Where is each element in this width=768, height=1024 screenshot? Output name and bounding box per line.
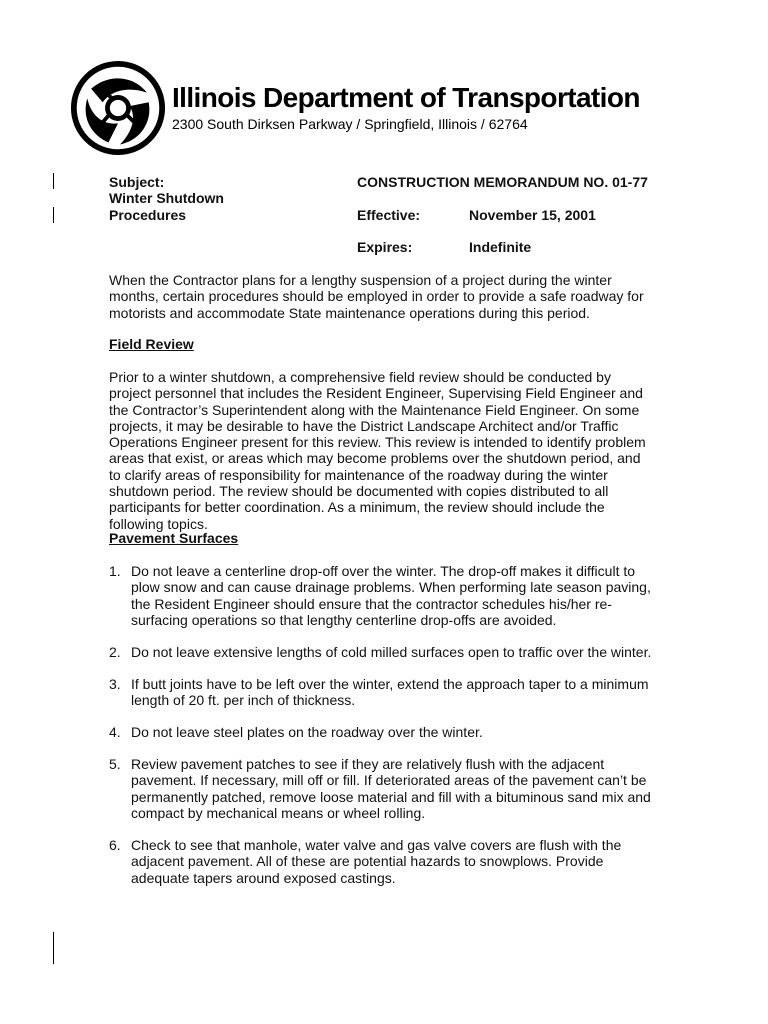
memo-number: CONSTRUCTION MEMORANDUM NO. 01-77 <box>357 174 648 190</box>
list-item-text: Do not leave a centerline drop-off over the winter. The drop-off makes it difficult to plow snow and can cause drainage problems. When performing late season paving, the Resident Engineer should ensure that the contractor schedules his/her re-surfacing operations so that lengthy centerline drop-offs are avoided. <box>131 563 651 628</box>
expires-label: Expires: <box>357 239 413 255</box>
subject-line-1: Winter Shutdown <box>109 190 224 206</box>
list-item-number: 1. <box>109 563 121 579</box>
revision-bar <box>53 207 54 223</box>
list-item-text: Check to see that manhole, water valve and gas valve covers are flush with the adjacent pavement. All of these are potential hazards to snowplows. Provide adequate tapers around exposed castings. <box>131 837 622 886</box>
list-item <box>109 837 654 886</box>
pavement-surfaces-heading: Pavement Surfaces <box>109 530 239 546</box>
revision-bar <box>53 932 54 964</box>
list-item-text: Do not leave extensive lengths of cold milled surfaces open to traffic over the winter. <box>131 644 652 660</box>
list-item-number: 3. <box>109 676 121 692</box>
list-item-number: 2. <box>109 644 121 660</box>
field-review-paragraph: Prior to a winter shutdown, a comprehensive field review should be conducted by project personnel that includes the Resident Engineer, Supervising Field Engineer and the Contractor’s Superintendent along with the Maintenance Field Engineer. On some projects, it may be desirable to have the District Landscape Architect and/or Traffic Operations Engineer present for this review. This review is intended to identify problem areas that exist, or areas which may become problems over the shutdown period, and to clarify areas of responsibility for maintenance of the roadway during the winter shutdown period. The review should be documented with copies distributed to all participants for better coordination. As a minimum, the review should include the following topics. <box>109 369 646 532</box>
list-item <box>109 756 654 821</box>
list-item <box>109 724 654 740</box>
subject-line-2: Procedures <box>109 207 187 223</box>
list-item <box>109 644 654 660</box>
list-item-number: 5. <box>109 756 121 772</box>
list-item <box>109 563 654 628</box>
agency-address: 2300 South Dirksen Parkway / Springfield, Illinois / 62764 <box>172 116 528 132</box>
list-item-text: If butt joints have to be left over the winter, extend the approach taper to a minimum length of 20 ft. per inch of thickness. <box>131 676 649 709</box>
idot-logo-icon <box>70 60 166 156</box>
agency-name: Illinois Department of Transportation <box>172 82 640 113</box>
field-review-heading: Field Review <box>109 336 194 352</box>
list-item-number: 6. <box>109 837 121 853</box>
list-item-text: Do not leave steel plates on the roadway over the winter. <box>131 724 483 740</box>
list-item-number: 4. <box>109 724 121 740</box>
list-item <box>109 676 654 709</box>
intro-paragraph: When the Contractor plans for a lengthy suspension of a project during the winter months, certain procedures should be employed in order to provide a safe roadway for motorists and accommodate State maintenance operations during this period. <box>109 272 644 321</box>
effective-label: Effective: <box>357 207 421 223</box>
effective-date: November 15, 2001 <box>469 207 596 223</box>
expires-value: Indefinite <box>469 239 532 255</box>
revision-bar <box>53 173 54 189</box>
subject-label: Subject: <box>109 174 165 190</box>
list-item-text: Review pavement patches to see if they are relatively flush with the adjacent pavement. If necessary, mill off or fill. If deteriorated areas of the pavement can’t be permanently patched, remove loose material and fill with a bituminous sand mix and compact by mechanical means or wheel rolling. <box>131 756 651 821</box>
